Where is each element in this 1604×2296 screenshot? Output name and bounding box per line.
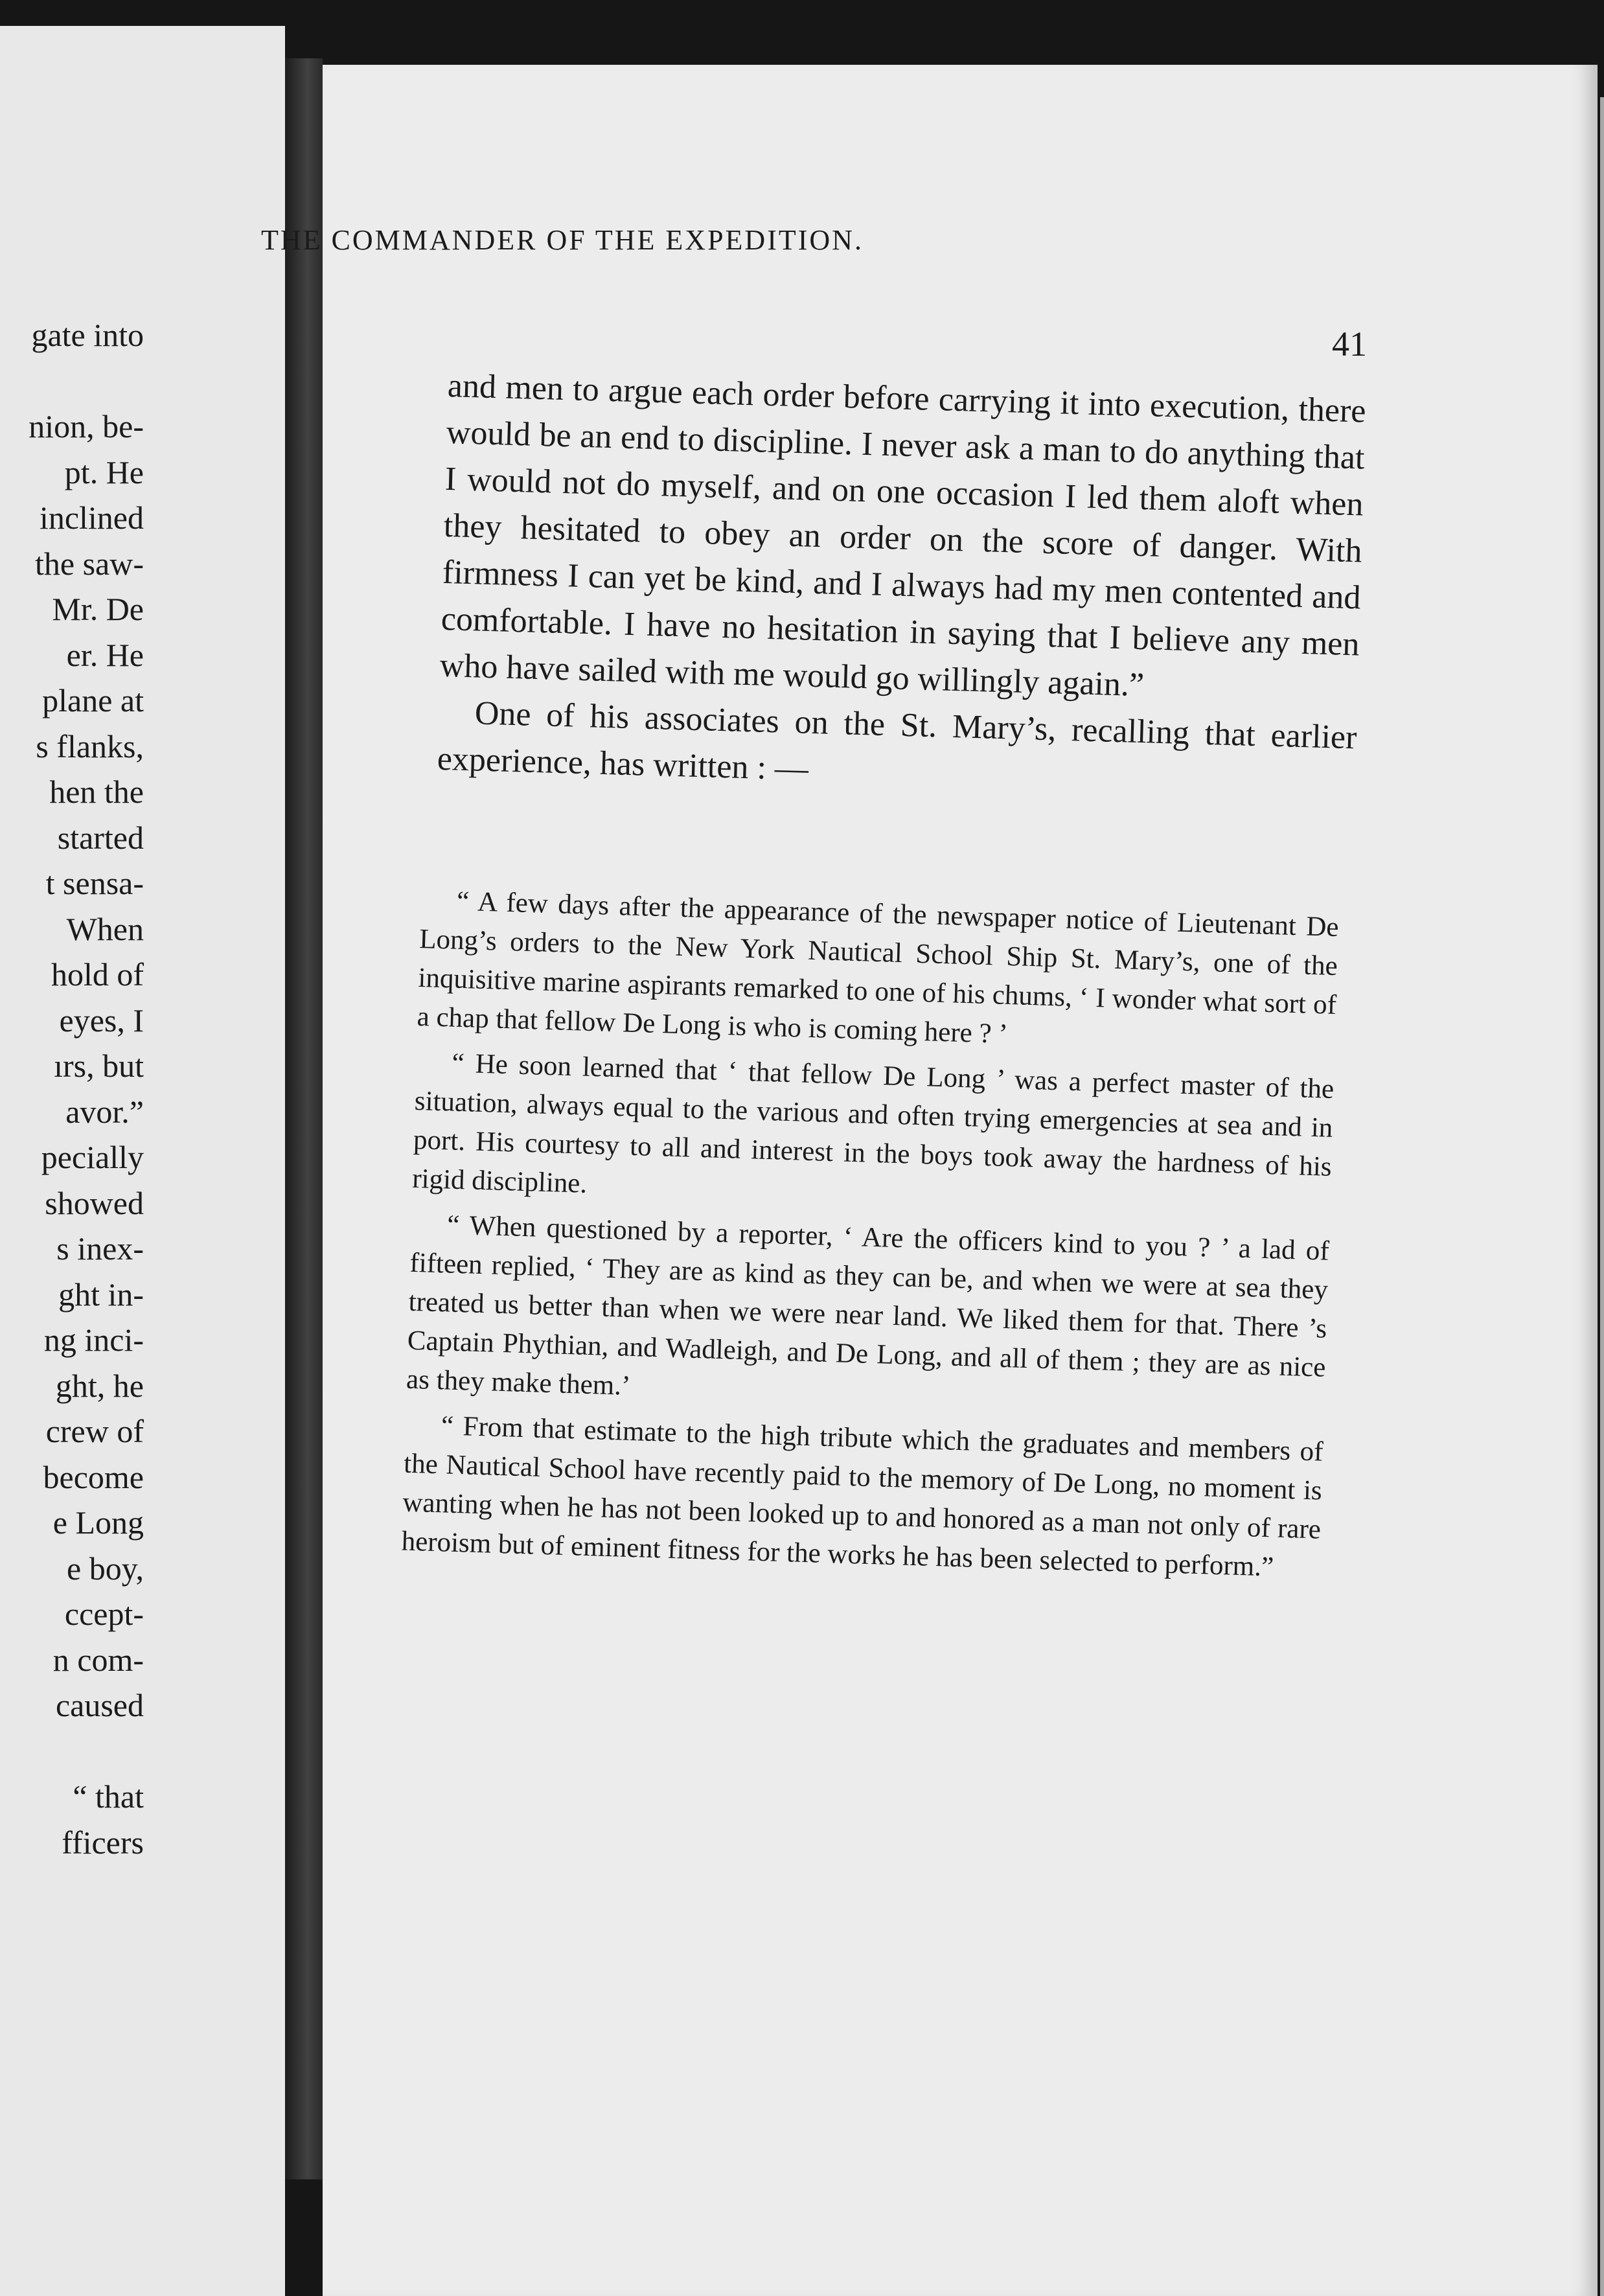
left-page-fragment: plane at (42, 682, 144, 718)
left-page-fragment: e Long (52, 1504, 144, 1541)
paragraph: and men to argue each order before carrying it into execution, there would be an end to discipline. I never ask a man to do anything that I would not do myself, and on one occasion I led them aloft when they hesitated to obey an order on the score of danger. With firmness I can yet be kind, and I always had my men contented and comfortable. I have no hesitation in saying that I believe any men who have sailed with me would go willingly again.” (439, 367, 1367, 704)
left-page-fragment: Mr. De (52, 591, 144, 627)
body-text (437, 363, 1367, 808)
left-page-fragment: pecially (41, 1139, 144, 1175)
left-page-fragment: fficers (62, 1824, 144, 1861)
page-edge (1600, 97, 1604, 2296)
left-page-fragment: e boy, (67, 1550, 144, 1587)
left-page-fragment: ght, he (55, 1367, 144, 1404)
quote-paragraph: “ When questioned by a reporter, ‘ Are the officers kind to you ? ’ a lad of fifteen replied, ‘ They are as kind as they can be, and when we were at sea they treated us better than when we were near land. We liked them for that. There ’s Captain Phythian, and Wadleigh, and De Long, and all of them ; they are as nice as they make them.’ (406, 1210, 1330, 1401)
left-page-fragment: ırs, but (54, 1048, 144, 1084)
left-page-fragment: When (66, 910, 144, 947)
left-page-fragment: s inex- (56, 1230, 144, 1267)
left-page-fragment: ght in- (58, 1276, 144, 1313)
book-gutter (285, 58, 323, 2179)
left-page-fragment: nion, be- (29, 408, 144, 444)
left-page-fragment: er. He (66, 636, 144, 673)
left-page-fragment: pt. He (64, 453, 144, 490)
left-page-fragment: caused (55, 1687, 144, 1723)
left-page-fragment: ccept- (64, 1596, 144, 1632)
page-number: 41 (1332, 325, 1367, 363)
left-page-fragment: t sensa- (45, 865, 144, 901)
paragraph: One of his associates on the St. Mary’s, recalling that earlier experience, has written : — (437, 695, 1358, 788)
quote-paragraph: “ A few days after the appearance of the newspaper notice of Lieutenant De Long’s orders to the New York Nautical School Ship St. Mary’s, one of the inquisitive marine aspirants remarked to one of his chums, ‘ I wonder what sort of a chap that fellow De Long is who is coming here ? ’ (417, 886, 1340, 1050)
left-page-fragment: gate into (31, 317, 144, 353)
left-page-fragment: started (57, 819, 144, 856)
left-page-fragment: the saw- (35, 545, 144, 582)
left-page-fragment: crew of (45, 1413, 144, 1449)
left-page-fragment: avor.” (65, 1093, 144, 1130)
left-page-fragment: hold of (51, 956, 144, 993)
left-page-fragment: inclined (39, 499, 144, 536)
block-quote (401, 881, 1340, 1595)
quote-paragraph: “ He soon learned that ‘ that fellow De Long ’ was a perfect master of the situation, always equal to the various and often trying emergencies at sea and in port. His courtesy to all and interest in the boys took away the hardness of his rigid discipline. (411, 1048, 1335, 1199)
left-page-fragment: hen the (49, 774, 144, 810)
left-page-fragment: “ that (73, 1778, 144, 1815)
running-header: THE COMMANDER OF THE EXPEDITION. (261, 224, 864, 256)
left-page-fragment: s flanks, (36, 728, 144, 764)
left-page-fragment: become (43, 1458, 144, 1495)
left-page-fragment: n com- (52, 1641, 144, 1678)
left-page-fragment: eyes, I (59, 1002, 144, 1039)
left-page (0, 26, 285, 2296)
left-page-fragment: showed (45, 1184, 144, 1221)
left-page-fragment: ng inci- (43, 1322, 144, 1358)
quote-paragraph: “ From that estimate to the high tribute which the graduates and members of the Nautical School have recently paid to the memory of De Long, no moment is wanting when he has not been looked up to and honored as a man not only of rare heroism but of eminent fitness for the works he has been selected to perform.” (401, 1410, 1324, 1583)
